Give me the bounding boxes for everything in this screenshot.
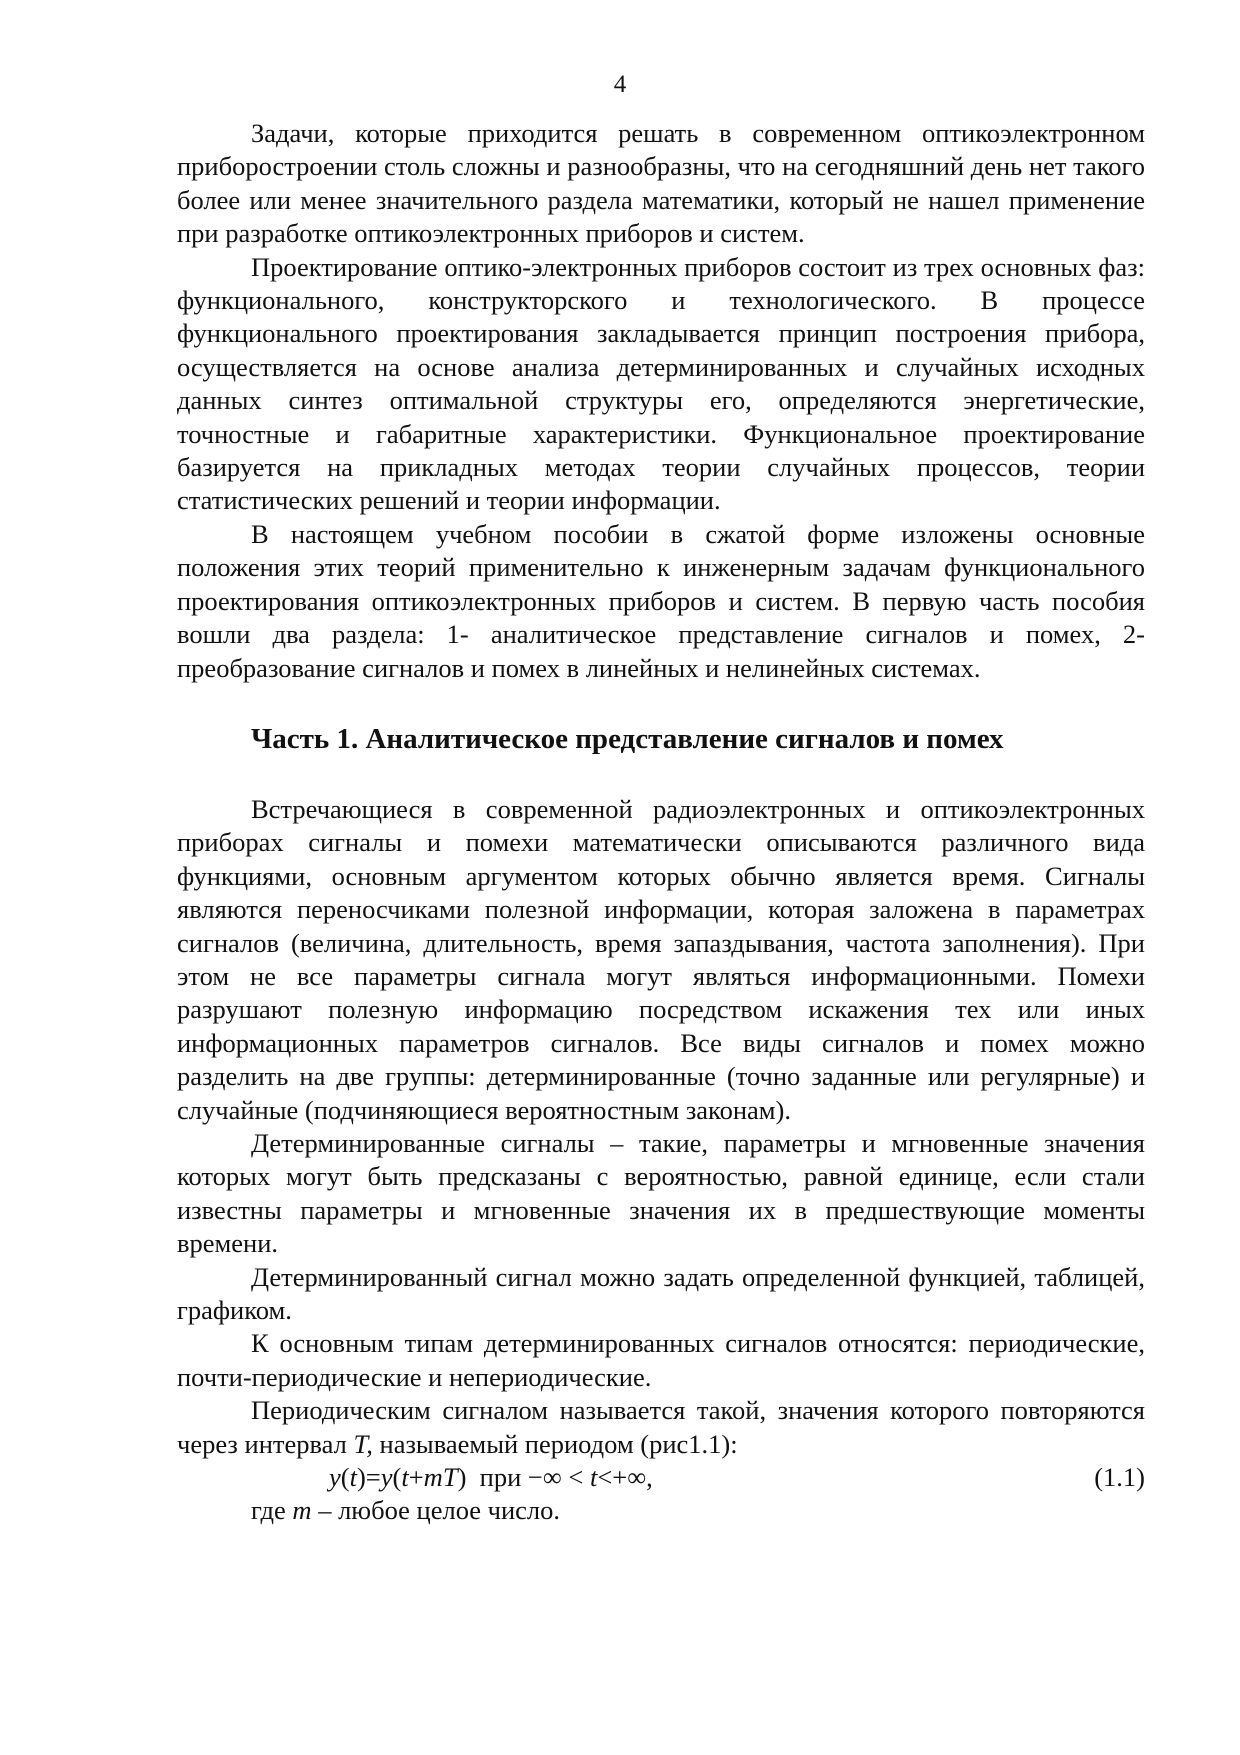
- formula-number: (1.1): [1094, 1462, 1145, 1493]
- paragraph: К основным типам детерминированных сигналов относятся: периодические, почти-периодические и непериодические.: [177, 1328, 1145, 1392]
- formula-symbol: (: [392, 1462, 402, 1493]
- formula-1-1: [177, 1461, 1145, 1494]
- formula-condition-word: при: [479, 1462, 522, 1493]
- page-number: 4: [613, 71, 627, 98]
- formula-symbol: t: [589, 1462, 598, 1493]
- formula-symbol: ): [457, 1462, 467, 1493]
- formula-symbol: )=: [356, 1462, 381, 1493]
- formula-symbol: −∞ <: [527, 1462, 590, 1493]
- paragraph: В настоящем учебном пособии в сжатой форме изложены основные положения этих теорий применительно к инженерным задачам функционального проектирования оптикоэлектронных приборов и систем. В первую часть пособия вошли два раздела: 1- аналитическое представление сигналов и помех, 2-преобразование сигналов и помех в линейных и нелинейных системах.: [177, 518, 1145, 683]
- variable-T: T,: [353, 1428, 373, 1459]
- formula-symbol: t: [401, 1462, 409, 1493]
- paragraph: Проектирование оптико-электронных приборов состоит из трех основных фаз: функционального, конструкторского и технологического. В процессе функционального проектирования закладывается принцип построения прибора, осуществляется на основе анализа детерминированных и случайных исходных данных синтез оптимальной структуры его, определяются энергетические, точностные и габаритные характеристики. Функциональное проектирование базируется на прикладных методах теории случайных процессов, теории статистических решений и теории информации.: [177, 251, 1145, 516]
- formula-symbol: (: [340, 1462, 350, 1493]
- page-content: [177, 117, 1145, 1528]
- formula-symbol: T: [442, 1462, 458, 1493]
- paragraph: Задачи, которые приходится решать в современном оптикоэлектронном приборостроении столь сложны и разнообразны, что на сегодняшний день нет такого более или менее значительного раздела математики, который не нашел применение при разработке оптикоэлектронных приборов и систем.: [177, 118, 1145, 249]
- paragraph-closing: [177, 1494, 1145, 1527]
- formula-symbol: y: [380, 1462, 393, 1493]
- formula-symbol: y: [329, 1462, 341, 1493]
- paragraph-text: Периодическим сигналом называется такой, значения которого повторяются через интервал: [177, 1395, 1145, 1459]
- section-heading: Часть 1. Аналитическое представление сигналов и помех: [251, 722, 1004, 755]
- paragraph-text: – любое целое число.: [311, 1495, 561, 1526]
- paragraph: Встречающиеся в современной радиоэлектронных и оптикоэлектронных приборах сигналы и помехи математически описываются различного вида функциями, основным аргументом которых обычно является время. Сигналы являются переносчиками полезной информации, которая заложена в параметрах сигналов (величина, длительность, время запаздывания, частота заполнения). При этом не все параметры сигнала могут являться информационными. Помехи разрушают полезную информацию посредством искажения тех или иных информационных параметров сигналов. Все виды сигналов и помех можно разделить на две группы: детерминированные (точно заданные или регулярные) и случайные (подчиняющиеся вероятностным законам).: [177, 793, 1145, 1125]
- variable-m: m: [292, 1495, 312, 1526]
- formula-symbol: t: [349, 1462, 357, 1493]
- paragraph: Детерминированные сигналы – такие, параметры и мгновенные значения которых могут быть предсказаны с вероятностью, равной единице, если стали известны параметры и мгновенные значения их в предшествующие моменты времени.: [177, 1127, 1145, 1259]
- formula-symbol: <+∞,: [597, 1462, 653, 1493]
- paragraph-periodic: [177, 1394, 1145, 1461]
- formula-expression: [329, 1461, 653, 1494]
- paragraph-text: называемый периодом (рис1.1):: [372, 1428, 738, 1459]
- paragraph-text: где: [251, 1495, 293, 1526]
- formula-symbol: +: [408, 1462, 424, 1493]
- paragraph: Детерминированный сигнал можно задать определенной функцией, таблицей, графиком.: [177, 1261, 1145, 1325]
- formula-symbol: m: [423, 1462, 443, 1493]
